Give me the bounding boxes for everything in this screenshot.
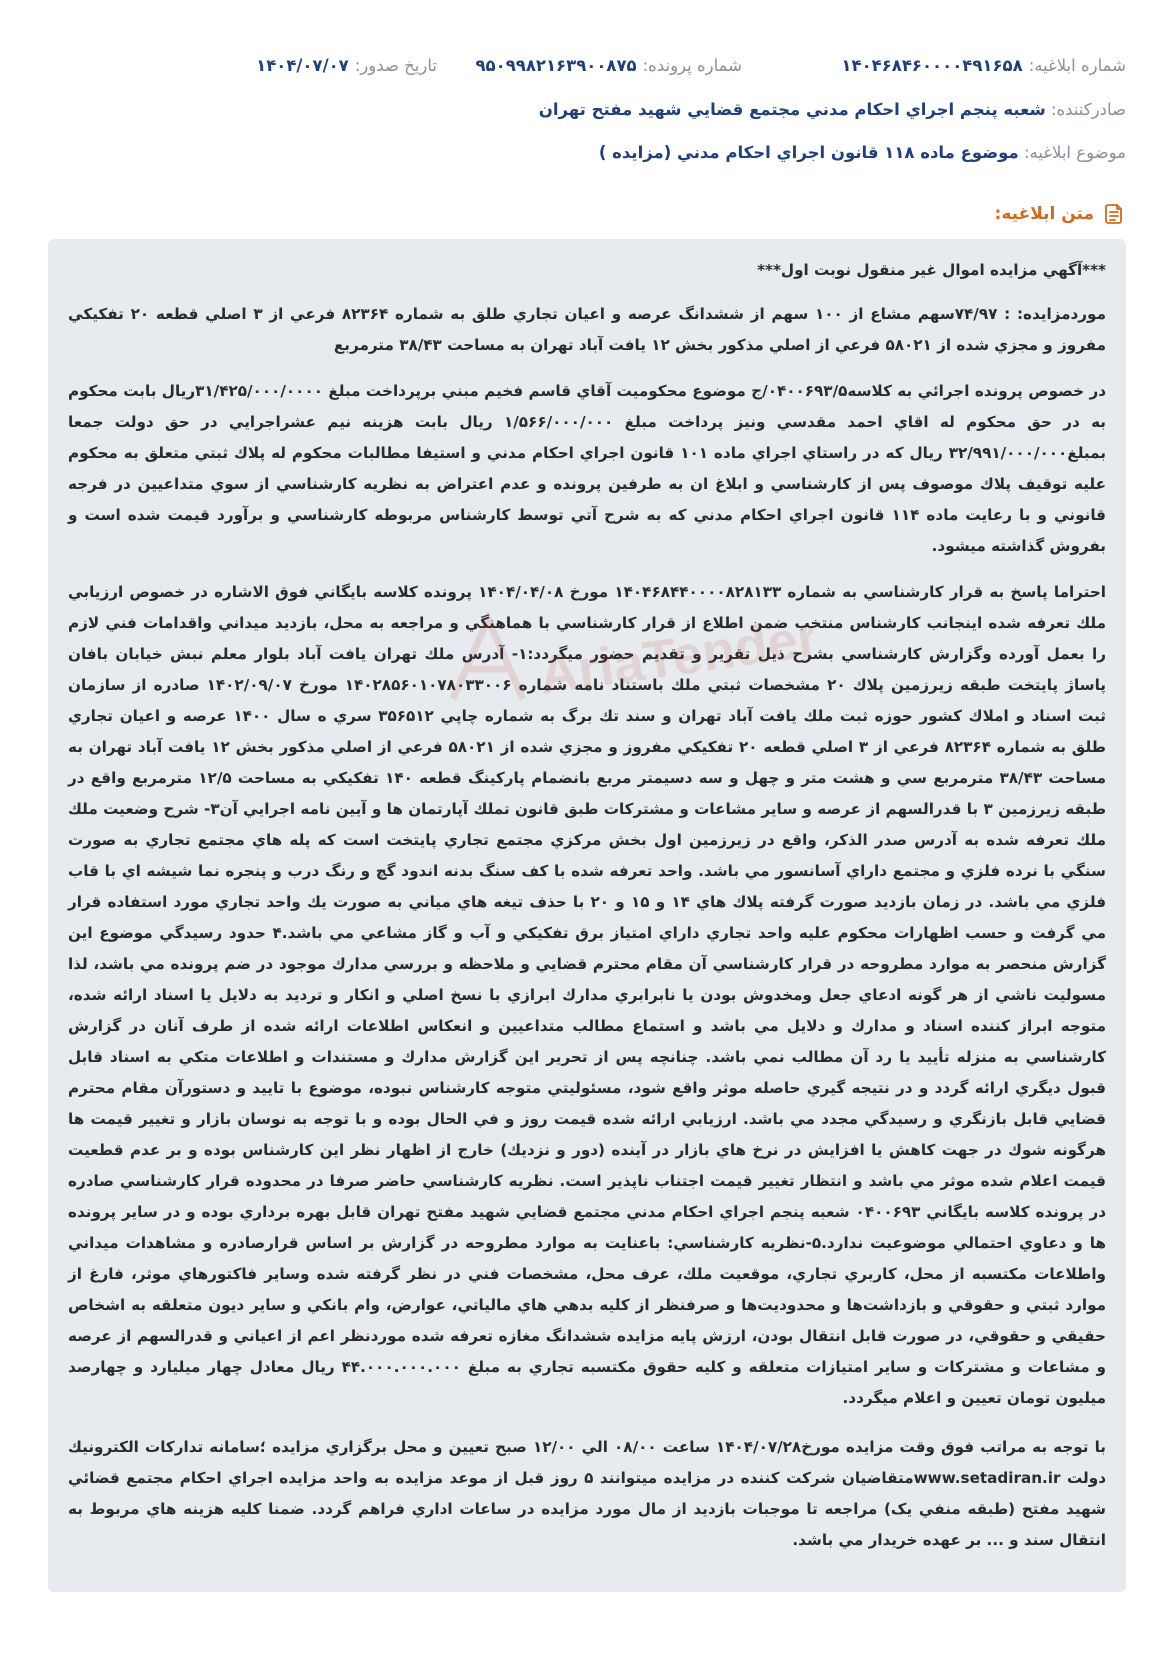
notice-body [48, 239, 1126, 1592]
issuer-label: صادرکننده: [1050, 100, 1126, 119]
case-summary-paragraph: در خصوص پرونده اجرائي به كلاسه۰۴۰۰۶۹۳/۵/ج موضوع محكوميت آقاي قاسم فخيم مبني برپرداخت مبلغ ۳۱/۴۲۵/۰۰۰/۰۰۰۰ريال بابت محكوم به در حق محكوم له اقاي احمد مقدسي ونيز پرداخت مبلغ ۱/۵۶۶/۰۰۰/۰۰۰ ريال بابت هزينه نيم عشراجرايي در حق دولت جمعا بمبلغ۳۲/۹۹۱/۰۰۰/۰۰۰ ريال كه در راستاي اجراي ماده ۱۰۱ قانون اجراي احكام مدني و استيفا مطالبات محكوم له پلاك ثبتي متعلق به محكوم عليه توقيف پلاك موصوف پس از كارشناسي و ابلاغ ان به طرفين پرونده و عدم اعتراض به نظريه كارشناسي از سوي متداعيين در فرجه قانوني و با رعايت ماده ۱۱۴ قانون اجراي احكام مدني كه به شرح آتي توسط كارشناس مربوطه كارشناسي و برآورد قيمت شده است و بفروش گذاشته ميشود. [68, 382, 1107, 555]
case-number [477, 54, 742, 78]
document-lines-icon [1102, 202, 1126, 226]
issue-date-label: تاريخ صدور: [354, 56, 437, 75]
subject-value: موضوع ماده ۱۱۸ قانون اجراي احكام مدني (مزايده ) [598, 143, 1019, 162]
expert-report-paragraph: احتراما پاسخ به قرار كارشناسي به شماره ۱۴۰۴۶۸۴۴۰۰۰۰۸۲۸۱۳۳ مورخ ۱۴۰۴/۰۴/۰۸ پرونده كلاسه بايگاني فوق الاشاره در خصوص ارزيابي ملك تعرفه شده اينجانب كارشناس منتخب ضمن اطلاع از قرار كارشناسي با هماهنگي و مراجعه به محل، بازديد ميداني واقدامات فني لازم را بعمل آورده وگزارش كارشناسي بشرح ذيل تقرير و تقديم حضور ميگردد:۱- آدرس ملك تهران يافت آباد بلوار معلم نبش خيابان بافان پاساژ پايتخت طبقه زيرزمين پلاك ۲۰ مشخصات ثبتي ملك باستناد نامه شماره ۱۴۰۲۸۵۶۰۱۰۷۸۰۳۳۰۰۶ مورخ ۱۴۰۲/۰۹/۰۷ صادره از سازمان ثبت اسناد و املاك كشور حوزه ثبت ملك يافت آباد تهران و سند تك برگ به شماره چاپي ۳۵۶۵۱۲ سري ه سال ۱۴۰۰ عرصه و اعيان تجاري طلق به شماره ۸۲۳۶۴ فرعي از ۳ اصلي قطعه ۲۰ تفكيكي مفروز و مجزي شده از ۵۸۰۲۱ فرعي از اصلي مذكور بخش ۱۲ يافت آباد تهران به مساحت ۳۸/۴۳ مترمربع سي و هشت متر و چهل و سه دسيمتر مربع بانضمام پاركينگ قطعه ۱۴۰ تفكيكي به مساحت ۱۲/۵ مترمربع واقع در طبقه زيرزمين ۳ با قدرالسهم از عرصه و ساير مشاعات و مشتركات طبق قانون تملك آپارتمان ها و آيين نامه اجرايي آن۳- شرح وضعيت ملك ملك تعرفه شده به آدرس صدر الذكر، واقع در زيرزمين اول بخش مركزي مجتمع تجاري پايتخت است كه پله هاي مجتمع تجاري به صورت سنگي با نرده فلزي و مجتمع داراي آسانسور مي باشد. واحد تعرفه شده با كف سنگ بدنه اندود گچ و رنگ درب و پنجره نما شيشه اي با قاب فلزي مي باشد. در زمان بازديد صورت گرفته پلاك هاي ۱۴ و ۱۵ و ۲۰ با حذف تيغه هاي مياني به صورت يك واحد تجاري مورد استفاده قرار مي گرفت و حسب اظهارات محكوم عليه واحد تجاري داراي امتياز برق تفكيكي و آب و گاز مشاعي مي باشد.۴ حدود رسيدگي موضوع اين گزارش منحصر به موارد مطروحه در قرار كارشناسي آن مقام محترم قضايي و ملاحظه و بررسي مدارك موجود در ضم پرونده مي باشد، لذا مسوليت ناشي از هر گونه ادعاي جعل ومخدوش بودن يا نابرابري مدارك ابرازي با نسخ اصلي و انكار و ترديد به دلايل يا اسناد ارائه شده، متوجه ابراز كننده اسناد و مدارك و دلايل مي باشد و استماع مطالب متداعيين و انعكاس اطلاعات ارائه شده از طرف آنان در گزارش كارشناسي به منزله تأييد يا رد آن مطالب نمي باشد. چنانچه پس از تحرير اين گزارش مدارك و مستندات و اطلاعات متكي به اسناد قابل قبول ديگري ارائه گردد و در نتيجه گيري حاصله موثر واقع شود، مسئوليتي متوجه كارشناس نبوده، موضوع با تاييد و دستورآن مقام محترم قضايي قابل بازنگري و رسيدگي مجدد مي باشد. ارزيابي ارائه شده قيمت روز و في الحال بوده و با توجه به نوسان بازار و تغيير قيمت ها هرگونه شوك در جهت كاهش يا افزايش در نرخ هاي بازار در آينده (دور و نزديك) خارج از اظهار نظر اين كارشناس بوده و بر عدم قطعيت قيمت اعلام شده موثر مي باشد و انتظار تغيير قيمت اجتناب ناپذير است. نظريه كارشناسي حاضر صرفا در محدوده قرار كارشناسي صادره در پرونده كلاسه بايگاني ۰۴۰۰۶۹۳ شعبه پنجم اجراي احكام مدني مجتمع قضايي شهيد مفتح تهران قابل بهره برداري بوده و در ساير پرونده ها و دعاوي احتمالي موضوعيت ندارد.۵-نظريه كارشناسي: باعنايت به موارد مطروحه در گزارش بر اساس قرارصادره و مشاهدات ميداني واطلاعات مكتسبه از محل، كاربري تجاري، موقعيت ملك، عرف محل، مشخصات فني در نظر گرفته شده وساير فاكتورهاي موثر، فارغ از موارد ثبتي و حقوقي و بازداشت‌ها و محدوديت‌ها و صرفنظر از كليه بدهي هاي مالياتي، عوارض، وام بانكي و ساير ديون متعلقه به اشخاص حقيقي و حقوقي، در صورت قابل انتقال بودن، ارزش پايه مزايده ششدانگ مغازه تعرفه شده موردنظر اعم از اعياني و قدرالسهم از عرصه و مشاعات و مشتركات و ساير امتيازات متعلقه و كليه حقوق مكتسبه تجاري به مبلغ ۴۴.۰۰۰.۰۰۰.۰۰۰ ريال معادل چهار ميليارد و چهارصد ميليون تومان تعيين و اعلام ميگردد. [68, 583, 1107, 1407]
notice-meta-row [48, 54, 1126, 78]
notice-number-value: ۱۴۰۴۶۸۴۶۰۰۰۰۴۹۱۶۵۸ [841, 56, 1023, 75]
subject-label: موضوع ابلاغيه: [1023, 143, 1126, 162]
issuer-value: شعبه پنجم اجراي احكام مدني مجتمع قضايي شهيد مفتح تهران [538, 100, 1046, 119]
notice-number-label: شماره ابلاغيه: [1028, 56, 1126, 75]
watermark-text: AriaTender.neT [535, 599, 813, 706]
notice-text-heading [995, 202, 1126, 226]
auction-schedule-paragraph: با توجه به مراتب فوق وقت مزايده مورخ۱۴۰۴/۰۷/۲۸ ساعت ۰۸/۰۰ الي ۱۲/۰۰ صبح تعيين و محل برگزاري مزايده ؛سامانه تداركات الكترونيك دولت www.setadiran.irمتقاضيان شركت كننده در مزايده ميتوانند ۵ روز قبل از موعد مزايده به واحد مزايده اجراي احكام مجتمع قضائي شهيد مفتح (طبقه منفي يک) مراجعه تا موجبات بازديد از مال مورد مزايده در ساعات اداري فراهم گردد. ضمنا كليه هزينه هاي مربوط به انتقال سند و ... بر عهده خريدار مي باشد. [68, 1438, 1106, 1549]
case-number-label: شماره پرونده: [642, 56, 742, 75]
notice-number [796, 54, 1126, 78]
subject-row [48, 141, 1126, 165]
notice-text-heading-label: متن ابلاغيه: [994, 204, 1094, 224]
notice-title: ***آگهي مزايده اموال غير منقول نوبت اول*** [757, 261, 1106, 279]
case-number-value: ۹۵۰۹۹۸۲۱۶۳۹۰۰۸۷۵ [475, 56, 637, 75]
auction-subject-paragraph: موردمزايده: : ۷۴/۹۷سهم مشاع از ۱۰۰ سهم از ششدانگ عرصه و اعيان تجاري طلق به شماره ۸۲۳۶۴ فرعي از ۳ اصلي قطعه ۲۰ تفكيكي مفروز و مجزي شده از ۵۸۰۲۱ فرعي از اصلي مذكور بخش ۱۲ يافت آباد تهران به مساحت ۳۸/۴۳ مترمربع [68, 305, 1106, 354]
issuer-row [48, 98, 1126, 122]
issue-date-value: ۱۴۰۴/۰۷/۰۷ [256, 56, 349, 75]
issue-date [256, 54, 437, 78]
